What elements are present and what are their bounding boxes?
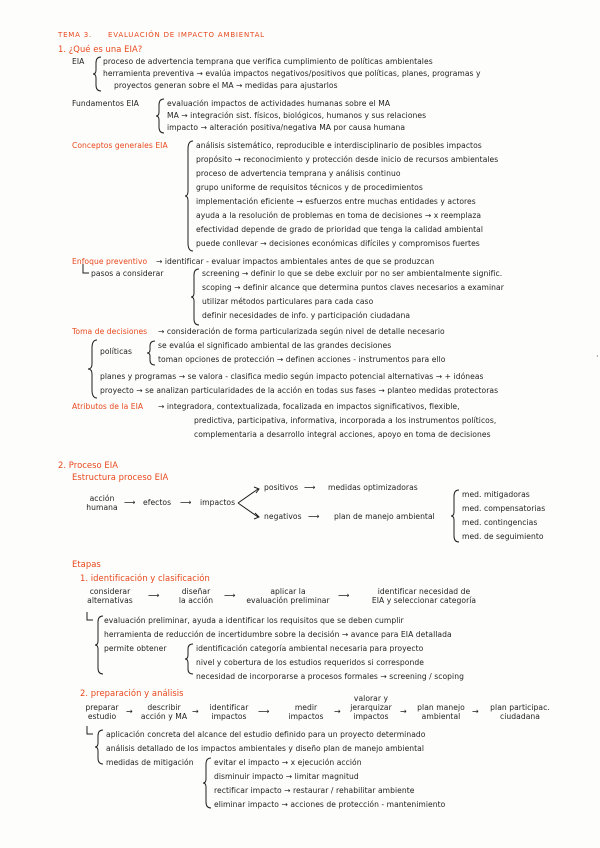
conceptos-item-2: propósito → reconocimiento y protección desde inicio de recursos ambientales [196, 155, 499, 164]
pasos-item-4: definir necesidades de info. y participación ciudadana [202, 311, 411, 320]
flow-arrow-3: ⟶ [304, 483, 316, 492]
flow-negativos: negativos [264, 512, 302, 521]
toma-brace [88, 340, 98, 398]
e1-line-2: herramienta de reducción de incertidumbre sobre la decisión → avance para EIA detallada [104, 630, 452, 639]
conceptos-item-6: ayuda a la resolución de problemas en toma de decisiones → x reemplaza [196, 211, 482, 220]
conceptos-brace [186, 141, 194, 251]
conceptos-item-8: puede conllevar → decisiones económicas difíciles y compromisos fuertes [196, 239, 480, 248]
e2-step-7-a: plan participac. [490, 703, 550, 712]
politicas-item-2: toman opciones de protección → definen acciones - instrumentos para ello [158, 355, 446, 364]
pasos-item-2: scoping → definir alcance que determina puntos claves necesarios a examinar [202, 283, 504, 292]
flow-efectos: efectos [143, 498, 172, 507]
e1-step-3-b: evaluación preliminar [246, 596, 330, 605]
e2-step-3-b: impactos [211, 712, 247, 721]
e2-step-1-b: estudio [87, 712, 117, 721]
enfoque-text: → identificar - evaluar impactos ambientales antes de que se produzcan [156, 257, 435, 266]
conceptos-item-4: grupo uniforme de requisitos técnicos y de procedimientos [196, 183, 423, 192]
flow-medidas-optimizadoras: medidas optimizadoras [328, 483, 418, 492]
e1-step-2-a: diseñar [181, 587, 211, 596]
e1-arrow-2: ⟶ [224, 591, 236, 600]
e2-medidas-label: medidas de mitigación [106, 758, 194, 767]
margin-dot: · [596, 352, 599, 361]
e2-step-4-b: impactos [288, 712, 324, 721]
flow-impactos: impactos [200, 498, 236, 507]
estructura-heading: Estructura proceso EIA [72, 472, 169, 482]
measures-brace [452, 490, 460, 542]
etapa-2-heading: 2. preparación y análisis [80, 688, 184, 698]
e2-step-1-a: preparar [85, 703, 119, 712]
e2-step-3-a: identificar [209, 703, 249, 712]
e2-medidas-item-4: eliminar impacto → acciones de protección - mantenimiento [214, 800, 446, 809]
e2-arrow-6: → [472, 707, 479, 716]
e1-step-1-a: considerar [89, 587, 131, 596]
e1-step-3-a: aplicar la [270, 587, 306, 596]
flow-arrow-2: ⟶ [180, 498, 192, 507]
e2-step-2-b: acción y MA [140, 712, 188, 721]
fundamentos-label: Fundamentos EIA [72, 99, 139, 108]
e1-step-2-b: la acción [178, 596, 214, 605]
flow-accion: acción [89, 494, 115, 503]
flow-plan-manejo: plan de manejo ambiental [334, 512, 435, 521]
section-2-heading: 2. Proceso EIA [58, 460, 119, 470]
conceptos-label: Conceptos generales EIA [72, 141, 168, 150]
e2-arrow-4: → [334, 707, 341, 716]
toma-label: Toma de decisiones [72, 327, 148, 336]
e2-line-2: análisis detallado de los impactos ambientales y diseño plan de manejo ambiental [106, 744, 425, 753]
e2-step-5-b: jerarquizar [350, 703, 392, 712]
e2-medidas-item-1: evitar el impacto → x ejecución acción [214, 758, 362, 767]
eia-item-1: proceso de advertencia temprana que verifica cumplimiento de políticas ambientales [103, 57, 433, 66]
pasos-brace [192, 269, 200, 325]
eia-item-2: herramienta preventiva → evalúa impactos negativos/positivos que políticas, planes, programas y [103, 69, 481, 78]
flow-arrow-1: ⟶ [124, 498, 136, 507]
e2-step-6-a: plan manejo [417, 703, 465, 712]
etapa-1-heading: 1. identificación y clasificación [80, 573, 210, 583]
eia-label: EIA [72, 57, 85, 66]
e1-permite-label: permite obtener [104, 644, 167, 653]
proyecto-line: proyecto → se analizan particularidades de la acción en todas sus fases → planteo medidas protectoras [100, 386, 499, 395]
e1-arrow-1: ⟶ [148, 591, 160, 600]
conceptos-item-7: efectividad depende de grado de prioridad que tenga la calidad ambiental [196, 225, 484, 234]
e2-arrow-5: → [400, 707, 407, 716]
e1-step-4-a: identificar necesidad de [377, 587, 471, 596]
e1-permite-item-3: necesidad de incorporarse a procesos formales → screening / scoping [196, 672, 464, 681]
politicas-label: políticas [100, 347, 133, 356]
enfoque-label: Enfoque preventivo [72, 257, 148, 266]
e1-line-1: evaluación preliminar, ayuda a identificar los requisitos que se deben cumplir [104, 616, 404, 625]
measure-3: med. contingencias [462, 518, 538, 527]
measure-4: med. de seguimiento [462, 532, 544, 541]
fundamentos-item-3: impacto → alteración positiva/negativa MA por causa humana [167, 123, 406, 132]
e2-arrow-2: → [192, 707, 199, 716]
e2-medidas-item-2: disminuir impacto → limitar magnitud [214, 772, 359, 781]
atributos-line-2: predictiva, participativa, informativa, incorporada a los instrumentos políticos, [194, 416, 497, 425]
e1-permite-brace [186, 644, 194, 674]
e1-brace [96, 616, 104, 674]
toma-text: → consideración de forma particularizada según nivel de detalle necesario [158, 327, 445, 336]
flow-arrow-4: ⟶ [308, 512, 320, 521]
e1-step-1-b: alternativas [87, 596, 133, 605]
e2-step-4-a: medir [294, 703, 318, 712]
page-title: EVALUACIÓN DE IMPACTO AMBIENTAL [108, 31, 265, 39]
e1-permite-item-1: identificación categoría ambiental necesaria para proyecto [196, 644, 424, 653]
pasos-item-1: screening → definir lo que se debe excluir por no ser ambientalmente signific. [202, 269, 503, 278]
pasos-hook [82, 264, 90, 274]
e1-step-4-b: EIA y seleccionar categoría [371, 596, 477, 605]
atributos-line-3: complementaria a desarrollo integral acciones, apoyo en toma de decisiones [194, 430, 491, 439]
e2-line-1: aplicación concreta del alcance del estudio definido para un proyecto determinado [106, 730, 426, 739]
e2-step-5-a: valorar y [353, 694, 389, 703]
measure-1: med. mitigadoras [462, 490, 530, 499]
atributos-line-1: → integradora, contextualizada, focalizada en impactos significativos, flexible, [158, 402, 460, 411]
section-1-heading: 1. ¿Qué es una EIA? [58, 44, 143, 54]
flow-humana: humana [86, 503, 118, 512]
fundamentos-item-2: MA → integración sist. físicos, biológicos, humanos y sus relaciones [167, 111, 427, 120]
fundamentos-item-1: evaluación impactos de actividades humanas sobre el MA [167, 99, 391, 108]
e2-arrow-1: → [126, 707, 133, 716]
tema-number: TEMA 3. [58, 31, 93, 39]
politicas-item-1: se evalúa el significado ambiental de las grandes decisiones [158, 341, 392, 350]
e1-arrow-3: ⟶ [338, 591, 350, 600]
measure-2: med. compensatorias [462, 504, 546, 513]
e2-arrow-3: ⟶ [258, 707, 270, 716]
conceptos-item-1: análisis sistemático, reproducible e interdisciplinario de posibles impactos [196, 141, 482, 150]
pasos-label: pasos a considerar [91, 269, 164, 278]
flow-branch [238, 486, 260, 520]
etapas-heading: Etapas [72, 559, 101, 569]
e2-medidas-item-3: rectificar impacto → restaurar / rehabilitar ambiente [214, 786, 415, 795]
e2-step-7-b: ciudadana [500, 712, 540, 721]
e2-medidas-brace [204, 758, 212, 808]
planes-line: planes y programas → se valora - clasifica medio según impacto potencial alternativas → + idóneas [100, 372, 484, 381]
conceptos-item-5: implementación eficiente → esfuerzos entre muchas entidades y actores [196, 197, 476, 206]
e1-hook [86, 612, 94, 622]
conceptos-item-3: proceso de advertencia temprana y análisis continuo [196, 169, 401, 178]
atributos-label: Atributos de la EIA [72, 402, 144, 411]
e2-brace [96, 730, 104, 764]
politicas-brace [148, 341, 156, 365]
e2-step-2-a: describir [147, 703, 181, 712]
eia-brace [94, 57, 102, 91]
pasos-item-3: utilizar métodos particulares para cada caso [202, 297, 374, 306]
e2-hook [86, 726, 94, 736]
e2-step-5-c: impactos [353, 712, 389, 721]
e1-permite-item-2: nivel y cobertura de los estudios requeridos si corresponde [196, 658, 424, 667]
e2-step-6-b: ambiental [421, 712, 461, 721]
flow-positivos: positivos [264, 483, 299, 492]
fundamentos-brace [157, 99, 165, 133]
eia-item-3: proyectos generan sobre el MA → medidas para ajustarlos [114, 81, 338, 90]
